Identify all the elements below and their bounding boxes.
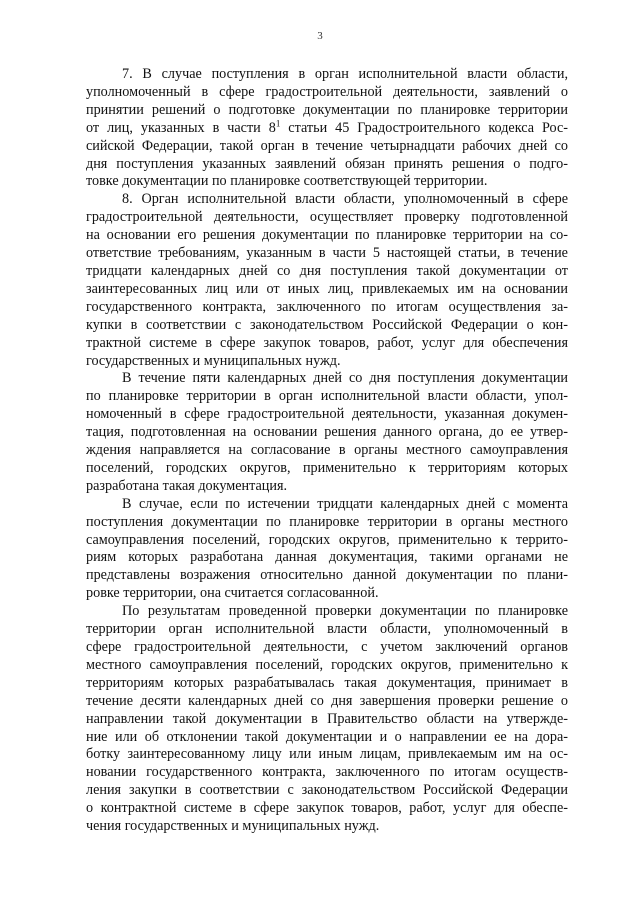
text-line: ние или об отклонении такой документации и о направлении ее на дора- (86, 728, 568, 745)
text-line: самоуправления поселений, городских округов, применительно к террито- (86, 531, 568, 548)
text-line: купки в соответствии с законодательством Российской Федерации о кон- (86, 316, 568, 333)
text-line: уполномоченный в сфере градостроительной деятельности, заявлений о (86, 83, 568, 100)
paragraph-p10 (86, 496, 568, 603)
text-line: территориям которых разрабатывалась такая документация, принимает в (86, 674, 568, 691)
text-line: направлении такой документации в Правительство области на утвержде- (86, 710, 568, 727)
text-line: ждения направляется на согласование в органы местного самоуправления (86, 442, 568, 459)
text-line: разработана такая документация. (86, 477, 288, 494)
paragraph-p8 (86, 191, 568, 370)
text-line: трактной системе в сфере закупок товаров, работ, услуг для обеспечения (86, 334, 568, 351)
text-line: чения государственных и муниципальных нужд. (86, 818, 380, 835)
text-line: В случае, если по истечении тридцати календарных дней с момента (122, 495, 568, 512)
text-line: от лиц, указанных в части $8^1$ статьи 45 Градостроительного кодекса Рос- (86, 117, 569, 136)
text-line: новании государственного контракта, заключенного по итогам осуществ- (86, 764, 568, 781)
text-line: государственного контракта, заключенного по итогам осуществления за- (86, 298, 568, 315)
text-line: представлены возражения относительно данной документации по плани- (86, 567, 568, 584)
text-line: на основании его решения документации по планировке территории на со- (86, 227, 568, 244)
text-line: риям которых разработана данная документация, такими органами не (86, 549, 568, 566)
text-line: государственных и муниципальных нужд. (86, 352, 341, 369)
text-line: тация, подготовленная на основании решения данного органа, до ее утвер- (86, 424, 568, 441)
text-line: 8. Орган исполнительной власти области, уполномоченный в сфере (122, 191, 568, 208)
text-line: тридцати календарных дней со дня поступления такой документации от (86, 262, 568, 279)
text-line: По результатам проведенной проверки документации по планировке (122, 603, 568, 620)
text-line: ровке территории, она считается согласованной. (86, 585, 379, 602)
text-line: номоченный в сфере градостроительной деятельности, указанная докумен- (86, 406, 568, 423)
paragraph-p9 (86, 370, 568, 495)
text-line: 7. В случае поступления в орган исполнительной власти области, (122, 66, 568, 82)
text-line: дня поступления указанных заявлений обязан принять решения о подго- (86, 155, 568, 172)
text-line: градостроительной деятельности, осуществляет проверку подготовленной (86, 209, 568, 226)
text-line: заинтересованных лиц или от иных лиц, привлекаемых им на основании (86, 280, 568, 297)
text-line: сийской Федерации, такой орган в течение четырнадцати рабочих дней со (86, 137, 568, 154)
text-line: ботку заинтересованному лицу или иным лицам, привлекаемым им на ос- (86, 746, 568, 763)
text-line: местного самоуправления поселений, городских округов, применительно к (86, 656, 568, 673)
text-line: сфере градостроительной деятельности, с учетом заключений органов (86, 639, 568, 655)
text-line: принятии решений о подготовке документации по планировке территории (86, 101, 568, 118)
text-line: о контрактной системе в сфере закупок товаров, работ, услуг для обеспе- (86, 800, 568, 817)
text-line: по планировке территории в орган исполнительной власти области, упол- (86, 388, 568, 405)
paragraph-p7 (86, 66, 568, 191)
text-line: течение десяти календарных дней со дня завершения проверки решение о (86, 692, 568, 709)
text-line: поступления документации по планировке территории в органы местного (86, 513, 568, 530)
page-number: 3 (317, 30, 323, 42)
text-line: ответствие требованиям, указанным в части 5 настоящей статьи, в течение (86, 245, 568, 262)
text-line: поселений, городских округов, применительно к территориям которых (86, 459, 568, 476)
text-line: В течение пяти календарных дней со дня поступления документации (122, 370, 568, 387)
document-body (86, 66, 568, 836)
paragraph-p11 (86, 603, 568, 836)
text-line: товке документации по планировке соответствующей территории. (86, 173, 488, 190)
text-line: ления закупки в соответствии с законодательством Российской Федерации (86, 782, 568, 799)
text-line: территории орган исполнительной власти области, уполномоченный в (86, 621, 568, 638)
